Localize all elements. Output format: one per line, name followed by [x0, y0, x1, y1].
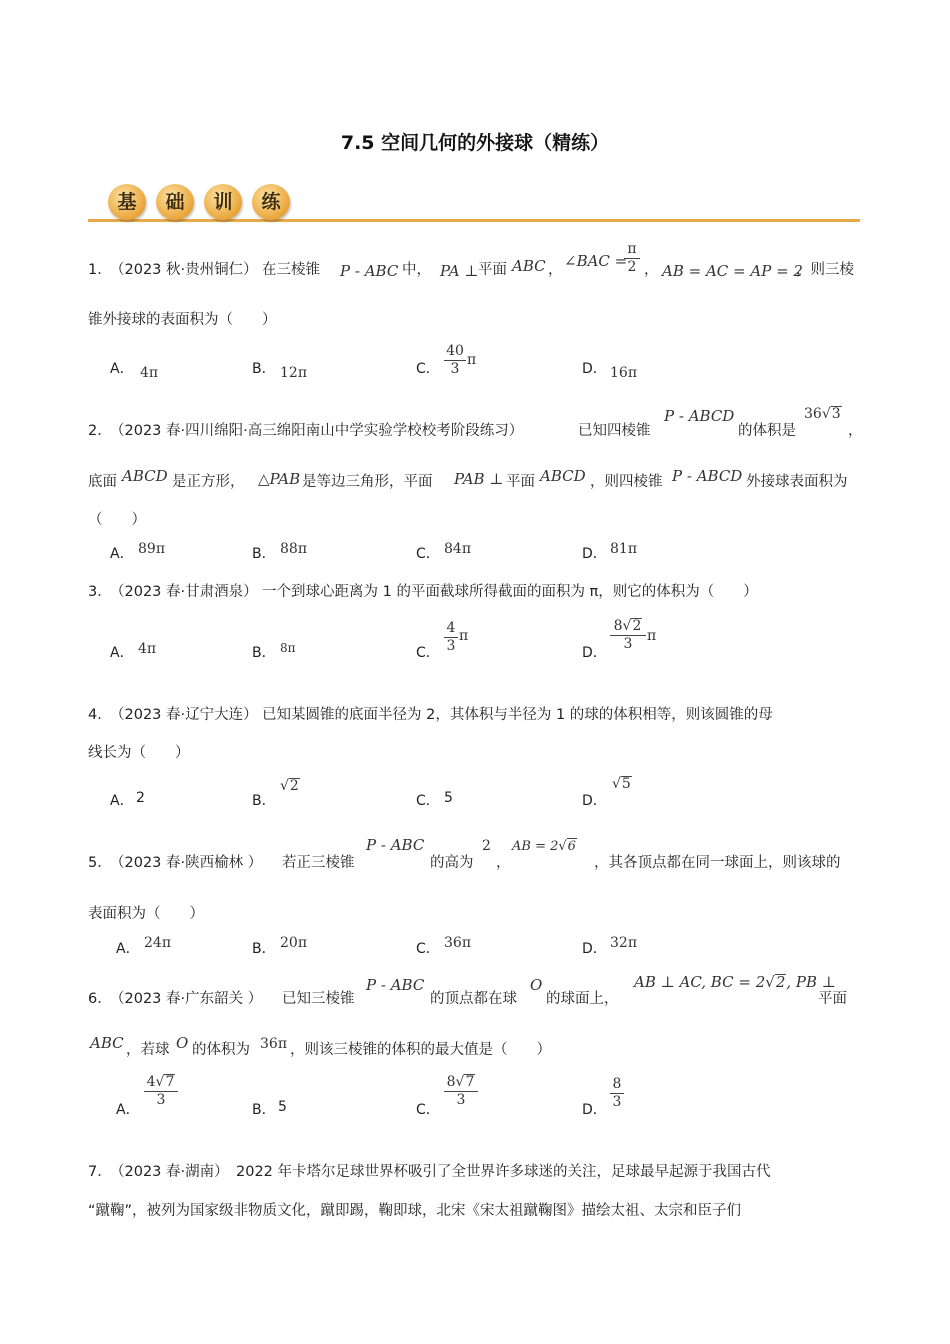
option-c-label: C． [416, 546, 440, 562]
radicand: 7 [165, 1074, 175, 1090]
option-a-value[interactable] [144, 1074, 178, 1109]
option-c-label: C． [416, 941, 440, 957]
radicand: 3 [831, 406, 841, 422]
question-text: 线长为（ ） [88, 745, 190, 761]
fraction-denominator: 3 [612, 1094, 622, 1110]
math-expr: ABC [512, 257, 546, 275]
option-d-value[interactable] [610, 618, 646, 653]
fraction-denominator: 2 [627, 259, 637, 275]
option-d-label: D． [582, 361, 607, 377]
math-expr: 2 [482, 838, 491, 854]
option-c-value[interactable]: 84π [444, 541, 472, 557]
option-d-suffix: π [647, 628, 657, 644]
option-b-label: B． [252, 1102, 276, 1118]
section-char: 基 [108, 184, 146, 220]
option-a-label: A． [110, 361, 134, 377]
question-text: 是正方形， [172, 474, 245, 490]
option-c-suffix: π [467, 352, 477, 368]
question-text: 的顶点都在球 [430, 991, 517, 1007]
question-text: “蹴鞠”，被列为国家级非物质文化，蹴即踢，鞠即球，北宋《宋太祖蹴鞠图》描绘太祖、太宗和臣子们 [88, 1203, 742, 1219]
option-a-label: A． [110, 793, 134, 809]
option-a-label: A． [110, 645, 134, 661]
page-title: 7.5 空间几何的外接球（精练） [340, 132, 610, 154]
option-a-value[interactable]: 24π [144, 935, 172, 951]
question-number: 2． [88, 423, 112, 439]
question-text: 一个到球心距离为 1 的平面截球所得截面的面积为 π，则它的体积为（ ） [262, 584, 758, 600]
math-expr: 36π [260, 1036, 288, 1052]
fraction-denominator: 3 [156, 1092, 166, 1108]
radical-coefficient: 8 [446, 1074, 456, 1090]
section-char: 础 [156, 184, 194, 220]
option-b-value[interactable]: √2 [280, 778, 299, 794]
option-a-value[interactable]: 4π [138, 641, 157, 657]
question-text: 的体积是 [738, 423, 796, 439]
radicand: 2 [289, 778, 299, 794]
math-expr: PA ⊥ [440, 262, 479, 280]
option-c-label: C． [416, 793, 440, 809]
section-header [88, 184, 860, 224]
question-text: ，则三棱 [796, 262, 854, 278]
math-expr: O [530, 976, 543, 994]
option-b-value[interactable]: 8π [280, 641, 296, 655]
math-expr: △PAB [258, 470, 301, 488]
question-text: ， [644, 262, 659, 278]
math-expr: P - ABC [340, 262, 399, 280]
math-expr: P - ABCD [664, 407, 735, 425]
option-d-label: D． [582, 793, 607, 809]
question-text: ， [496, 855, 511, 871]
option-d-label: D． [582, 941, 607, 957]
question-text: ，其各顶点都在同一球面上，则该球的 [594, 855, 841, 871]
option-a-value[interactable]: 4π [140, 365, 159, 381]
radicand: 7 [465, 1074, 475, 1090]
fraction-numerator: 8√7 [446, 1074, 475, 1090]
question-text: 中， [402, 262, 431, 278]
radicand: 5 [621, 776, 631, 792]
question-text: ，若球 [126, 1042, 170, 1058]
question-text: ， [848, 423, 863, 439]
math-expr: ABCD [122, 467, 168, 485]
question-text: 已知三棱锥 [282, 991, 355, 1007]
question-text: 锥外接球的表面积为（ ） [88, 312, 277, 328]
option-b-value[interactable]: 12π [280, 365, 308, 381]
option-b-label: B． [252, 645, 276, 661]
question-text: 外接球表面积为 [746, 474, 848, 490]
option-a-value[interactable]: 2 [136, 790, 145, 806]
question-text: （ ） [88, 512, 146, 528]
math-expr: PAB ⊥ [454, 470, 504, 488]
option-c-value[interactable]: 5 [444, 790, 453, 806]
question-number: 7． [88, 1164, 112, 1180]
math-expr: P - ABCD [672, 467, 743, 485]
option-a-label: A． [110, 546, 134, 562]
question-text: 的球面上， [546, 991, 619, 1007]
question-text: 在三棱锥 [262, 262, 320, 278]
question-text: 的体积为 [192, 1042, 250, 1058]
option-b-label: B． [252, 941, 276, 957]
radical-coefficient: 8 [613, 618, 623, 634]
option-b-label: B． [252, 793, 276, 809]
question-text: ，则四棱锥 [590, 474, 663, 490]
option-b-value[interactable]: 5 [278, 1099, 287, 1115]
option-b-value[interactable]: 88π [280, 541, 308, 557]
question-text: 平面 [818, 991, 847, 1007]
option-d-value[interactable]: 81π [610, 541, 638, 557]
question-source: （2023 春·四川绵阳·高三绵阳南山中学实验学校校考阶段练习） [110, 423, 524, 439]
option-d-value[interactable]: 16π [610, 365, 638, 381]
math-expr: AB ⊥ AC, BC = 2√2, PB ⊥ [634, 973, 836, 991]
question-number: 1． [88, 262, 112, 278]
question-text: 底面 [88, 474, 117, 490]
math-expr: P - ABC [366, 836, 425, 854]
math-expr: ∠BAC = [564, 252, 628, 270]
option-d-label: D． [582, 546, 607, 562]
option-d-label: D． [582, 645, 607, 661]
question-source: （2023 春·辽宁大连） [110, 707, 258, 723]
radical-coefficient: 36 [804, 406, 822, 422]
question-text: 平面 [506, 474, 535, 490]
question-number: 5． [88, 855, 112, 871]
fraction-denominator: 3 [456, 1092, 466, 1108]
option-c-value[interactable] [444, 620, 458, 655]
option-c-value[interactable]: 36π [444, 935, 472, 951]
math-expr: P - ABC [366, 976, 425, 994]
question-source: （2023 春·广东韶关 ） [110, 991, 263, 1007]
question-text: 是等边三角形，平面 [302, 474, 433, 490]
question-source: （2023 春·陕西榆林 ） [110, 855, 263, 871]
fraction-numerator: 8 [612, 1076, 622, 1092]
radicand: 2 [632, 618, 642, 634]
question-text: 已知四棱锥 [578, 423, 651, 439]
radicand: 2 [775, 973, 786, 991]
question-text: 若正三棱锥 [282, 855, 355, 871]
question-number: 3． [88, 584, 112, 600]
math-expr: ABC [90, 1034, 124, 1052]
math-expr: ABCD [540, 467, 586, 485]
fraction-denominator: 3 [623, 636, 633, 652]
question-text: ，则该三棱锥的体积的最大值是（ ） [290, 1042, 551, 1058]
option-b-label: B． [252, 361, 276, 377]
fraction-numerator: 4√7 [146, 1074, 175, 1090]
math-expr: AB = AC = AP = 2 [662, 262, 803, 280]
option-d-value[interactable] [610, 1076, 624, 1111]
question-source: （2023 春·湖南） [110, 1164, 229, 1180]
question-text: 2022 年卡塔尔足球世界杯吸引了全世界许多球迷的关注，足球最早起源于我国古代 [236, 1164, 771, 1180]
option-b-value[interactable]: 20π [280, 935, 308, 951]
math-expr: AB = 2√6 [512, 839, 576, 854]
fraction [624, 241, 640, 276]
math-expr-lhs: AB = 2 [512, 839, 559, 854]
option-c-label: C． [416, 645, 440, 661]
radicand: 6 [567, 839, 576, 854]
math-expr-lhs: AB ⊥ AC, BC = 2 [634, 973, 766, 991]
option-c-value[interactable] [444, 1074, 478, 1109]
question-text: 平面 [478, 262, 507, 278]
question-text: 表面积为（ ） [88, 906, 204, 922]
question-text: 的高为 [430, 855, 474, 871]
option-c-label: C． [416, 361, 440, 377]
option-c-label: C． [416, 1102, 440, 1118]
fraction-denominator: 3 [450, 361, 460, 377]
question-source: （2023 春·甘肃酒泉） [110, 584, 258, 600]
fraction-numerator: π [627, 241, 637, 257]
math-expr: 36√3 [804, 406, 841, 422]
option-a-label: A． [116, 941, 140, 957]
option-d-label: D． [582, 1102, 607, 1118]
question-number: 4． [88, 707, 112, 723]
question-text: ， [548, 262, 563, 278]
radical-coefficient: 4 [146, 1074, 156, 1090]
fraction-denominator: 3 [446, 638, 456, 654]
fraction-numerator: 40 [446, 343, 464, 359]
option-d-value[interactable]: 32π [610, 935, 638, 951]
section-label-basic-training [106, 184, 346, 220]
section-char: 练 [252, 184, 290, 220]
option-a-value[interactable]: 89π [138, 541, 166, 557]
math-expr-rhs: , PB ⊥ [786, 973, 836, 991]
question-source: （2023 秋·贵州铜仁） [110, 262, 258, 278]
question-number: 6． [88, 991, 112, 1007]
fraction-numerator: 8√2 [613, 618, 642, 634]
option-c-value[interactable] [444, 343, 466, 378]
question-text: 已知某圆锥的底面半径为 2，其体积与半径为 1 的球的体积相等，则该圆锥的母 [262, 707, 773, 723]
option-d-value[interactable]: √5 [612, 776, 631, 792]
fraction-numerator: 4 [446, 620, 456, 636]
math-expr: O [176, 1034, 189, 1052]
option-c-suffix: π [459, 628, 469, 644]
section-char: 训 [204, 184, 242, 220]
option-b-label: B． [252, 546, 276, 562]
option-a-label: A． [116, 1102, 140, 1118]
